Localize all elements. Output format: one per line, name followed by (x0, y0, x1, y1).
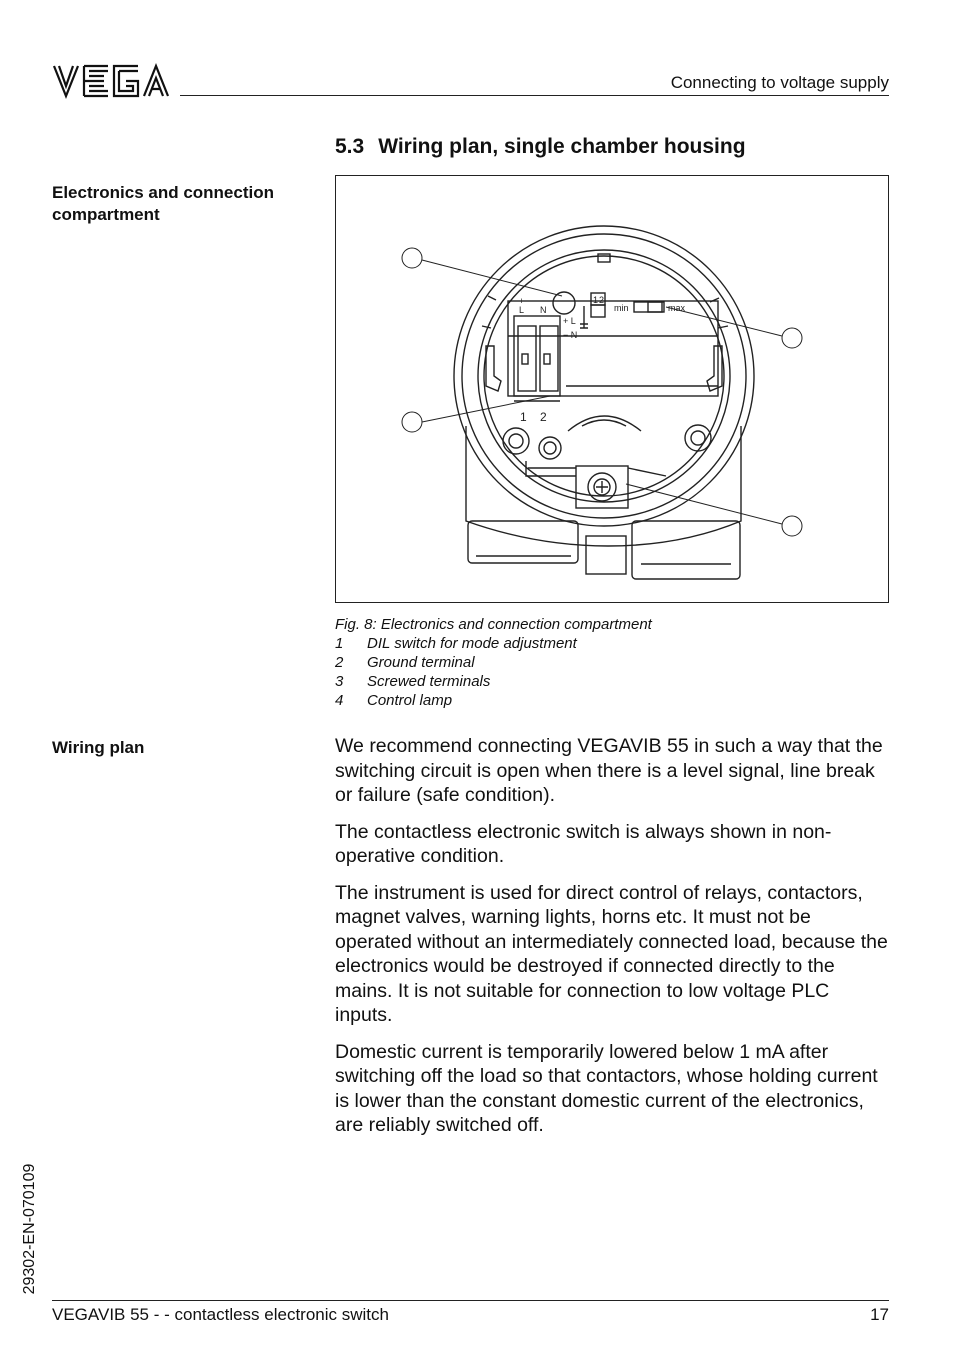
vega-logo (52, 62, 170, 100)
legend-number: 1 (335, 635, 344, 652)
legend-number: 4 (335, 692, 344, 709)
section-number: 5.3 (335, 135, 365, 158)
figure-caption: Fig. 8: Electronics and connection compartment (335, 616, 652, 633)
label-switch-1: 1 (593, 295, 599, 305)
section-title: Wiring plan, single chamber housing (378, 135, 746, 158)
legend-item (335, 672, 577, 691)
wiring-plan-text (335, 734, 891, 1150)
running-header: Connecting to voltage supply (670, 73, 889, 92)
footer-rule (52, 1300, 889, 1301)
legend-item (335, 634, 577, 653)
header-rule (180, 95, 889, 96)
callout-circle (782, 328, 802, 348)
document-number (18, 1155, 42, 1303)
callout-circle (782, 516, 802, 536)
document-number-text: 29302-EN-070109 (21, 1163, 38, 1295)
label-terminal-2: 2 (540, 410, 547, 424)
footer-product-title: VEGAVIB 55 - - contactless electronic switch (52, 1305, 389, 1324)
legend-text: Screwed terminals (367, 673, 491, 690)
label-min: min (614, 303, 629, 313)
section-heading (335, 135, 746, 159)
label-max: max (668, 303, 686, 313)
label-switch-2: 2 (599, 295, 605, 305)
paragraph: Domestic current is temporarily lowered below 1 mA after switching off the load so that contactors, whose holding current is lower than the constant domestic current of the electronics, are reliably switched off. (335, 1040, 878, 1136)
legend-item (335, 691, 577, 710)
legend-text: Ground terminal (367, 654, 475, 671)
figure-electronics-compartment (335, 175, 889, 603)
callout-circle (402, 248, 422, 268)
legend-text: DIL switch for mode adjustment (367, 635, 577, 652)
legend-number: 3 (335, 673, 344, 690)
label-plus-top: + (519, 296, 525, 306)
label-minus-n: − N (563, 330, 578, 340)
callout-circle (402, 412, 422, 432)
label-minus-top: − (540, 296, 546, 306)
figure-legend (335, 634, 577, 710)
side-heading-electronics: Electronics and connection compartment (52, 183, 274, 224)
label-n: N (540, 305, 547, 315)
label-l: L (519, 305, 525, 315)
side-heading-wiring-plan: Wiring plan (52, 738, 145, 757)
label-plus-l: + L (563, 316, 576, 326)
paragraph: We recommend connecting VEGAVIB 55 in such a way that the switching circuit is open when there is a level signal, line break or failure (safe condition). (335, 735, 883, 806)
paragraph: The contactless electronic switch is always shown in non-operative condition. (335, 820, 832, 867)
legend-text: Control lamp (367, 692, 453, 709)
page-number: 17 (870, 1305, 889, 1324)
figure-drawing (336, 176, 888, 602)
label-terminal-1: 1 (520, 410, 527, 424)
legend-item (335, 653, 577, 672)
legend-number: 2 (335, 654, 344, 671)
paragraph: The instrument is used for direct control of relays, contactors, magnet valves, warning lights, horns etc. It must not be operated without an intermediately connected load, because the electronics would be destroyed if connected directly to the mains. It is not suitable for connection to low voltage PLC inputs. (335, 881, 888, 1026)
